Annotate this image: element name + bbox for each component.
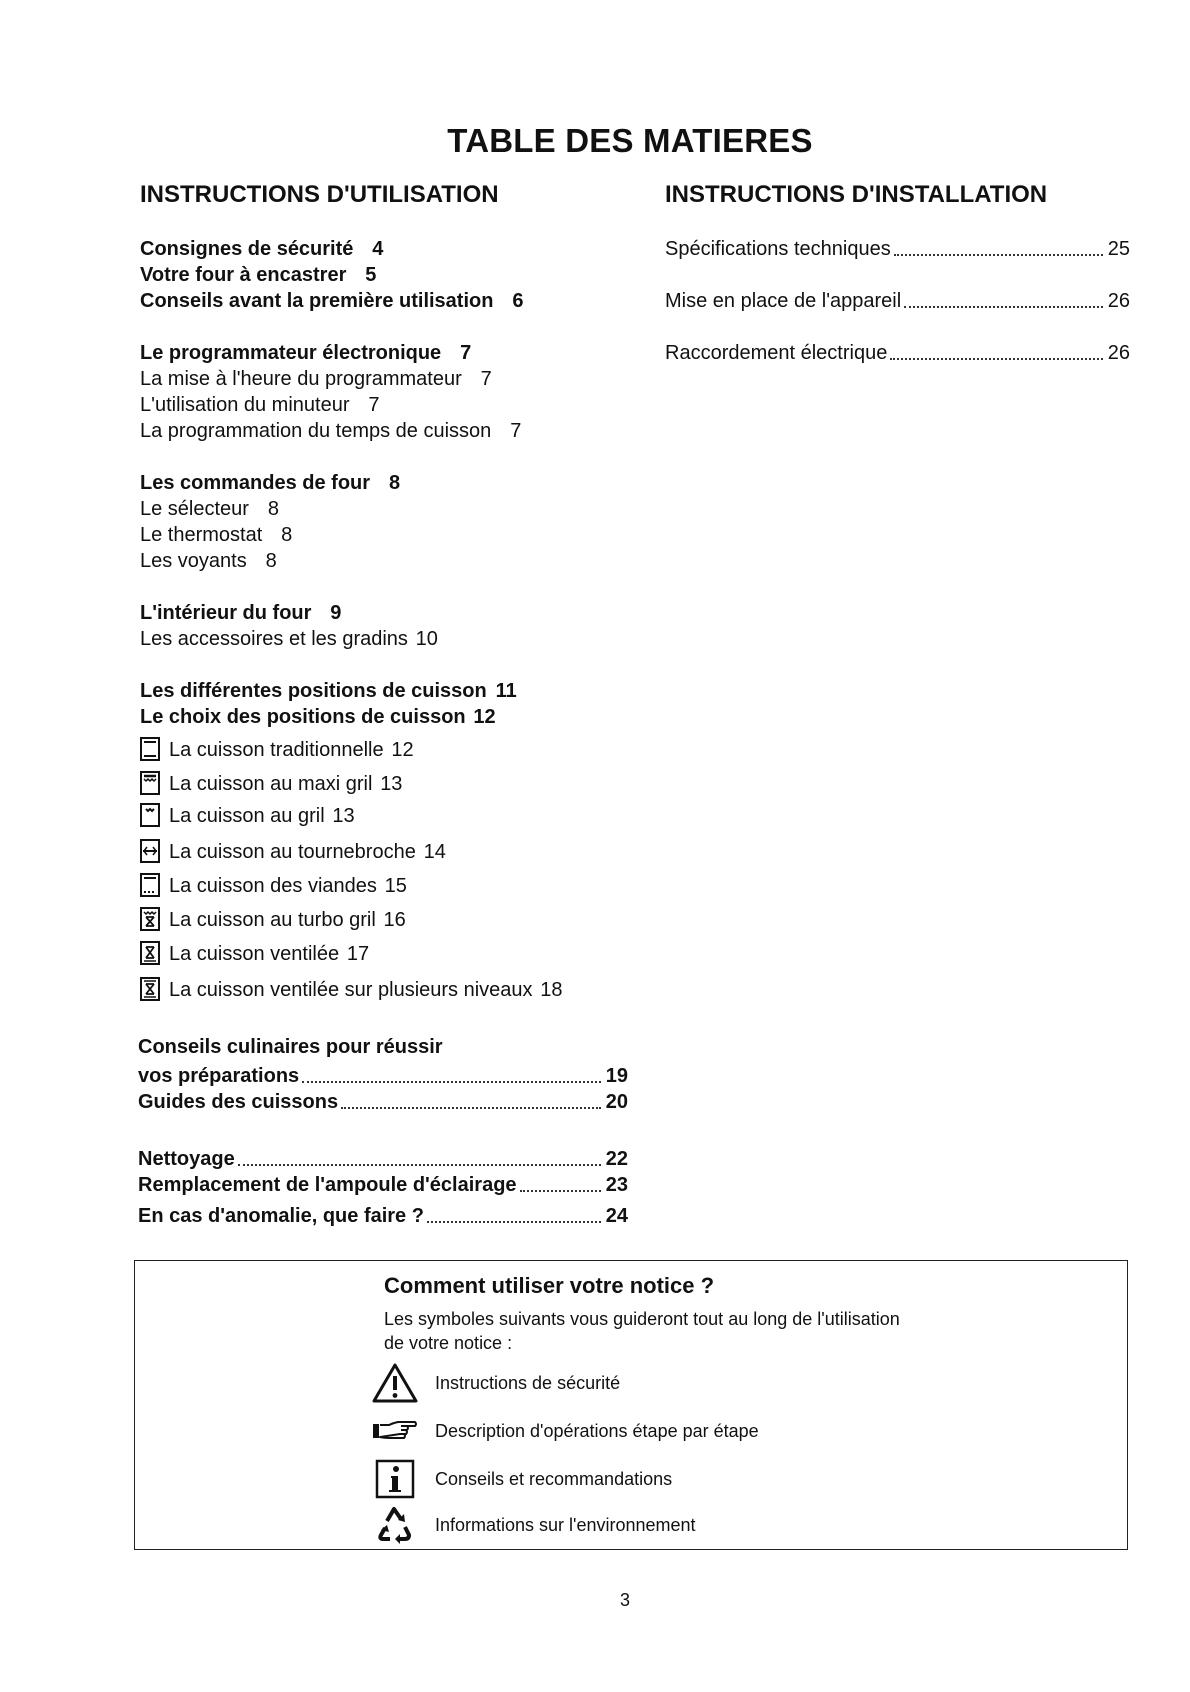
toc-entry-page: 26 bbox=[1107, 290, 1130, 312]
toc-entry[interactable] bbox=[140, 547, 277, 573]
recycle-icon bbox=[373, 1503, 417, 1547]
toc-entry-page: 12 bbox=[473, 706, 496, 728]
page-number: 3 bbox=[620, 1590, 631, 1610]
toc-entry-label: La cuisson ventilée bbox=[169, 943, 340, 965]
toc-entry-page: 7 bbox=[480, 368, 492, 390]
toc-entry-label: La cuisson au gril bbox=[169, 805, 325, 827]
pointing-hand-icon bbox=[371, 1418, 419, 1444]
toc-entry-page: 24 bbox=[605, 1205, 628, 1227]
oven-traditional-icon bbox=[140, 737, 160, 761]
dot-leader bbox=[894, 254, 1103, 256]
toc-entry[interactable] bbox=[138, 1202, 628, 1228]
usage-instructions-heading: INSTRUCTIONS D'UTILISATION bbox=[140, 181, 499, 208]
toc-entry[interactable] bbox=[140, 770, 402, 796]
toc-entry[interactable] bbox=[665, 235, 1130, 261]
toc-entry-page: 18 bbox=[540, 979, 563, 1001]
toc-entry[interactable] bbox=[138, 1088, 628, 1114]
page-title: TABLE DES MATIERES bbox=[447, 122, 813, 159]
toc-entry-prefix: Conseils culinaires pour réussir bbox=[138, 1036, 443, 1058]
toc-entry[interactable] bbox=[140, 391, 380, 417]
toc-entry-label: Mise en place de l'appareil bbox=[665, 290, 902, 312]
toc-entry[interactable] bbox=[140, 417, 521, 443]
warning-triangle-icon bbox=[371, 1362, 419, 1404]
toc-entry-label: Les accessoires et les gradins bbox=[140, 628, 408, 650]
toc-entry[interactable] bbox=[140, 802, 355, 828]
toc-entry[interactable] bbox=[140, 235, 383, 261]
toc-entry-label: La cuisson au turbo gril bbox=[169, 909, 376, 931]
notice-intro: Les symboles suivants vous guideront tout au long de l'utilisation de votre notice : bbox=[384, 1309, 900, 1353]
legend-label: Description d'opérations étape par étape bbox=[435, 1420, 759, 1441]
legend-label: Conseils et recommandations bbox=[435, 1468, 673, 1489]
toc-entry[interactable] bbox=[140, 940, 369, 966]
toc-entry-page: 20 bbox=[605, 1091, 628, 1113]
toc-entry-page: 26 bbox=[1107, 342, 1130, 364]
toc-entry[interactable] bbox=[140, 261, 376, 287]
toc-entry-label: Spécifications techniques bbox=[665, 238, 891, 260]
toc-entry[interactable] bbox=[140, 677, 517, 703]
toc-entry-page: 16 bbox=[383, 909, 406, 931]
toc-entry-label: Les commandes de four bbox=[140, 472, 371, 494]
notice-title: Comment utiliser votre notice ? bbox=[384, 1273, 715, 1298]
toc-entry[interactable] bbox=[140, 736, 414, 762]
toc-entry-label: Les voyants bbox=[140, 550, 247, 572]
toc-entry-page: 13 bbox=[332, 805, 355, 827]
legend-item bbox=[371, 1409, 759, 1453]
legend-label: Informations sur l'environnement bbox=[435, 1514, 696, 1535]
toc-entry-label: Remplacement de l'ampoule d'éclairage bbox=[138, 1174, 517, 1196]
toc-entry[interactable] bbox=[138, 1145, 628, 1171]
toc-entry-label: La programmation du temps de cuisson bbox=[140, 420, 492, 442]
oven-rotisserie-icon bbox=[140, 839, 160, 863]
legend-label: Instructions de sécurité bbox=[435, 1372, 621, 1393]
legend-item bbox=[371, 1503, 696, 1547]
toc-entry-page: 23 bbox=[605, 1174, 628, 1196]
toc-entry-label: Les différentes positions de cuisson bbox=[140, 680, 487, 702]
toc-entry-page: 8 bbox=[388, 472, 401, 494]
toc-entry[interactable] bbox=[140, 495, 279, 521]
dot-leader bbox=[427, 1221, 601, 1223]
toc-entry-page: 5 bbox=[365, 264, 377, 286]
oven-grill-icon bbox=[140, 803, 160, 827]
toc-entry-page: 12 bbox=[391, 739, 414, 761]
toc-entry-page: 10 bbox=[415, 628, 438, 650]
toc-entry-label: La cuisson au maxi gril bbox=[169, 773, 373, 795]
toc-entry-label: Le thermostat bbox=[140, 524, 263, 546]
toc-entry-page: 8 bbox=[281, 524, 293, 546]
dot-leader bbox=[341, 1107, 601, 1109]
toc-entry-page: 15 bbox=[384, 875, 407, 897]
info-icon bbox=[375, 1459, 415, 1499]
toc-entry-label: La cuisson ventilée sur plusieurs niveaux bbox=[169, 979, 533, 1001]
toc-entry[interactable] bbox=[140, 703, 496, 729]
toc-entry-label: Raccordement électrique bbox=[665, 342, 888, 364]
oven-fan-multi-icon bbox=[140, 977, 160, 1001]
toc-entry-label: Nettoyage bbox=[138, 1148, 235, 1170]
toc-entry-label: Le programmateur électronique bbox=[140, 342, 442, 364]
toc-entry[interactable] bbox=[140, 287, 523, 313]
toc-entry-page: 7 bbox=[368, 394, 380, 416]
oven-meat-icon bbox=[140, 873, 160, 897]
toc-entry[interactable] bbox=[140, 599, 341, 625]
dot-leader bbox=[302, 1081, 601, 1083]
toc-entry[interactable] bbox=[665, 287, 1130, 313]
legend-item bbox=[371, 1361, 620, 1405]
toc-entry-label: Le sélecteur bbox=[140, 498, 249, 520]
oven-fan-icon bbox=[140, 941, 160, 965]
toc-entry[interactable] bbox=[140, 872, 407, 898]
toc-entry-page: 13 bbox=[380, 773, 403, 795]
toc-entry-page: 19 bbox=[605, 1065, 628, 1087]
toc-entry-page: 6 bbox=[512, 290, 524, 312]
toc-entry-page: 7 bbox=[510, 420, 522, 442]
toc-entry-page: 8 bbox=[265, 550, 277, 572]
toc-entry-page: 25 bbox=[1107, 238, 1130, 260]
toc-entry-page: 14 bbox=[423, 841, 446, 863]
toc-entry-page: 9 bbox=[330, 602, 342, 624]
toc-entry-label: L'utilisation du minuteur bbox=[140, 394, 350, 416]
toc-entry-label: La cuisson au tournebroche bbox=[169, 841, 416, 863]
toc-entry-label: vos préparations bbox=[138, 1065, 300, 1087]
toc-entry[interactable] bbox=[140, 521, 292, 547]
dot-leader bbox=[904, 306, 1103, 308]
toc-entry[interactable] bbox=[140, 976, 563, 1002]
toc-entry[interactable] bbox=[665, 339, 1130, 365]
toc-entry-page: 7 bbox=[460, 342, 472, 364]
toc-entry[interactable] bbox=[140, 339, 471, 365]
toc-entry-label: Conseils avant la première utilisation bbox=[140, 290, 494, 312]
toc-entry-label: Votre four à encastrer bbox=[140, 264, 347, 286]
oven-turbo-grill-icon bbox=[140, 907, 160, 931]
toc-entry-label: Consignes de sécurité bbox=[140, 238, 354, 260]
toc-entry-page: 22 bbox=[605, 1148, 628, 1170]
legend-item bbox=[371, 1457, 672, 1501]
toc-entry[interactable] bbox=[138, 1171, 628, 1197]
toc-entry[interactable] bbox=[140, 838, 446, 864]
toc-entry[interactable] bbox=[140, 365, 492, 391]
toc-entry-page: 8 bbox=[267, 498, 279, 520]
toc-entry-label: La mise à l'heure du programmateur bbox=[140, 368, 462, 390]
dot-leader bbox=[890, 358, 1103, 360]
toc-entry-label: Le choix des positions de cuisson bbox=[140, 706, 466, 728]
notice-legend-box bbox=[134, 1260, 1128, 1550]
toc-entry[interactable] bbox=[140, 625, 438, 651]
toc-entry-label: Guides des cuissons bbox=[138, 1091, 339, 1113]
toc-entry-page: 17 bbox=[346, 943, 370, 965]
toc-entry[interactable] bbox=[138, 1062, 628, 1088]
toc-entry-label: L'intérieur du four bbox=[140, 602, 312, 624]
dot-leader bbox=[520, 1190, 601, 1192]
oven-maxi-grill-icon bbox=[140, 771, 160, 795]
installation-instructions-heading: INSTRUCTIONS D'INSTALLATION bbox=[665, 181, 1048, 208]
toc-entry-label: La cuisson des viandes bbox=[169, 875, 377, 897]
toc-entry-page: 11 bbox=[495, 680, 517, 702]
toc-entry-page: 4 bbox=[372, 238, 384, 260]
toc-entry[interactable] bbox=[140, 906, 406, 932]
toc-entry-label: La cuisson traditionnelle bbox=[169, 739, 384, 761]
dot-leader bbox=[238, 1164, 601, 1166]
toc-entry[interactable] bbox=[140, 469, 400, 495]
toc-entry-label: En cas d'anomalie, que faire ? bbox=[138, 1205, 424, 1227]
